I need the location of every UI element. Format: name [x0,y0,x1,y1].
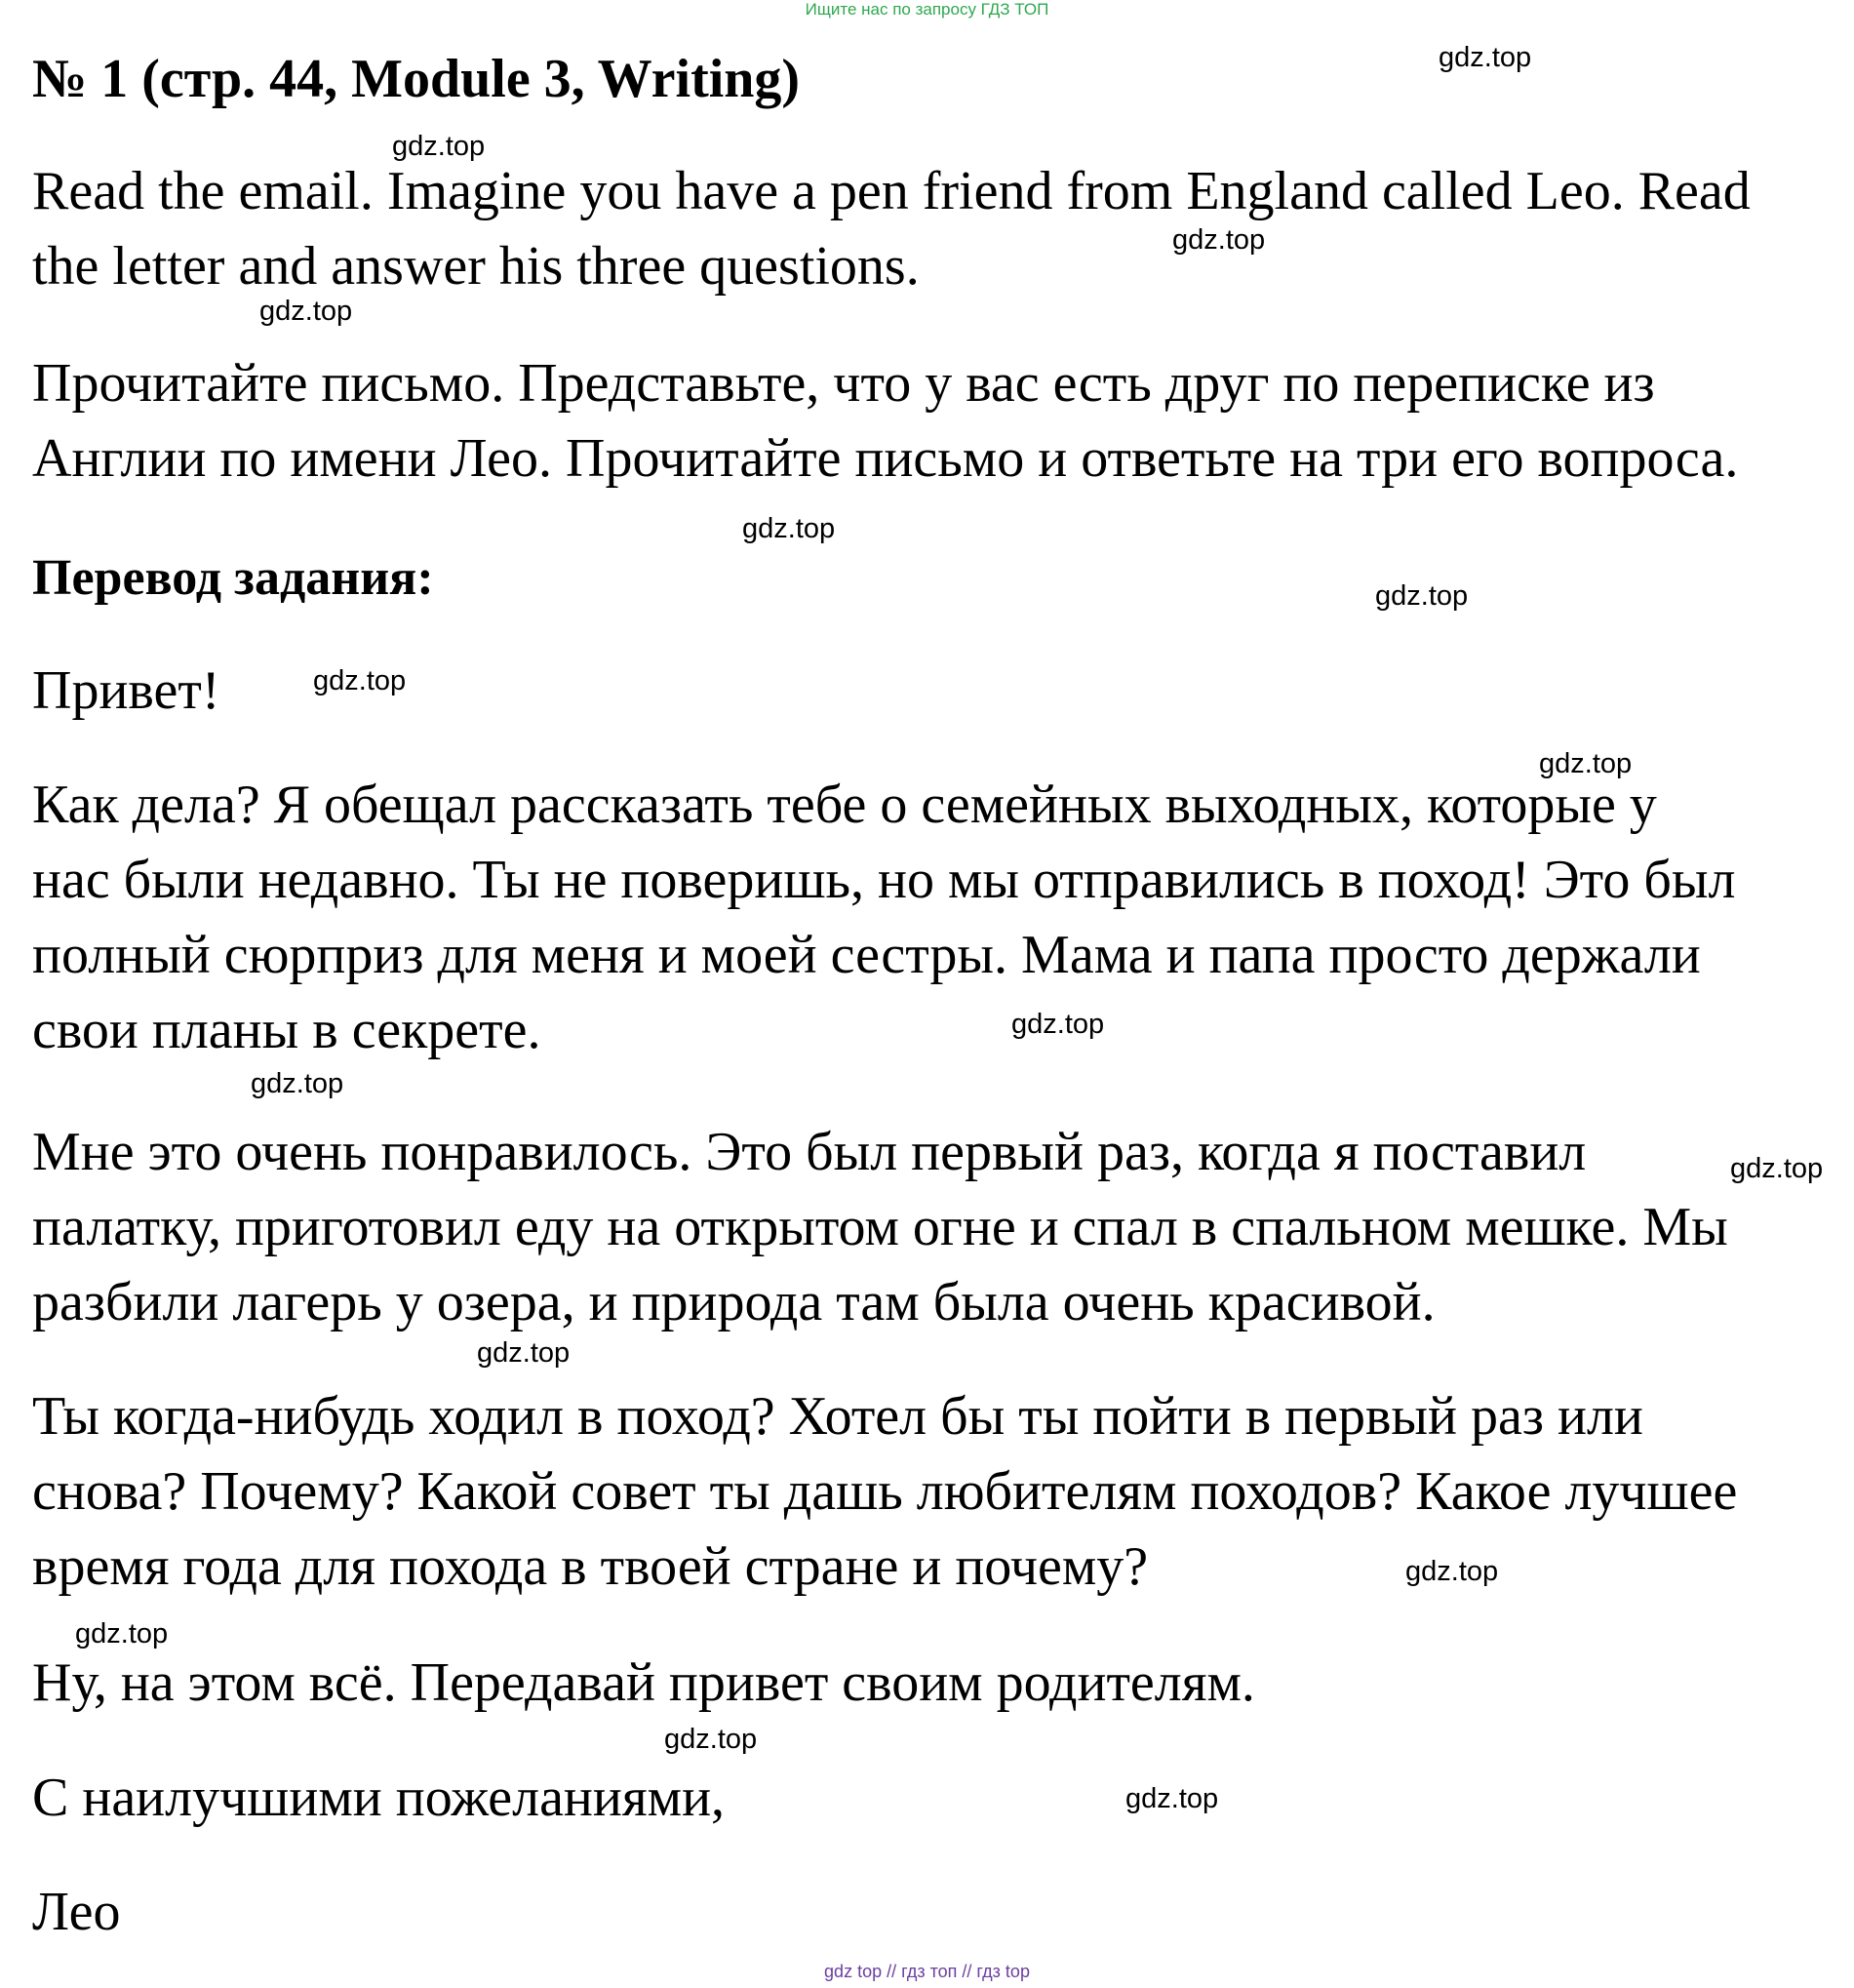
text-line: свои планы в секрете. [32,1000,541,1060]
watermark: gdz.top [1730,1153,1824,1184]
letter-paragraph-2 [32,1115,1836,1340]
footer-note: gdz top // гдз топ // гдз top [824,1962,1030,1981]
task-russian [32,346,1836,497]
watermark: gdz.top [1125,1783,1219,1814]
text-line: Read the email. Imagine you have a pen friend from England called Leo. Read [32,161,1751,221]
text-line: разбили лагерь у озера, и природа там была очень красивой. [32,1272,1436,1332]
watermark: gdz.top [1172,224,1266,256]
watermark: gdz.top [392,131,486,162]
text-line: нас были недавно. Ты не поверишь, но мы отправились в поход! Это был [32,850,1736,910]
text-line: снова? Почему? Какой совет ты дашь любителям походов? Какое лучшее [32,1461,1738,1522]
watermark: gdz.top [1405,1556,1499,1587]
watermark: gdz.top [251,1068,344,1099]
letter-signature [32,1875,1836,1950]
text-line: палатку, приготовил еду на открытом огне и спал в спальном мешке. Мы [32,1197,1728,1257]
header-note: Ищите нас по запросу ГДЗ ТОП [805,0,1049,19]
watermark: gdz.top [742,513,836,544]
text-line: полный сюрприз для меня и моей сестры. Мама и папа просто держали [32,925,1701,985]
letter-paragraph-3 [32,1379,1836,1605]
letter-sign-off [32,1761,1836,1836]
watermark: gdz.top [313,665,407,696]
watermark: gdz.top [1539,748,1633,779]
watermark: gdz.top [1375,580,1469,612]
watermark: gdz.top [75,1618,169,1650]
text-line: Англии по имени Лео. Прочитайте письмо и ответьте на три его вопроса. [32,428,1739,489]
greeting [32,654,1836,729]
watermark: gdz.top [259,296,353,327]
letter-closing [32,1646,1836,1721]
text-line: Лео [32,1882,121,1942]
task-english [32,154,1836,304]
text-line: С наилучшими пожеланиями, [32,1768,726,1828]
text-line: Прочитайте письмо. Представьте, что у вас есть друг по переписке из [32,353,1655,414]
text-line: Привет! [32,660,220,721]
letter-paragraph-1 [32,768,1836,1068]
text-line: Как дела? Я обещал рассказать тебе о семейных выходных, которые у [32,775,1657,835]
text-line: время года для похода в твоей стране и почему? [32,1536,1149,1597]
text-line: Ну, на этом всё. Передавай привет своим родителям. [32,1652,1255,1713]
text-line: the letter and answer his three questions. [32,236,920,297]
page-title: № 1 (стр. 44, Module 3, Writing) [32,49,801,109]
translation-heading: Перевод задания: [32,550,434,606]
watermark: gdz.top [477,1337,571,1369]
watermark: gdz.top [1011,1009,1105,1040]
watermark: gdz.top [664,1724,758,1755]
text-line: Мне это очень понравилось. Это был первый раз, когда я поставил [32,1122,1587,1182]
watermark: gdz.top [1439,42,1532,73]
text-line: Ты когда-нибудь ходил в поход? Хотел бы ты пойти в первый раз или [32,1386,1643,1447]
